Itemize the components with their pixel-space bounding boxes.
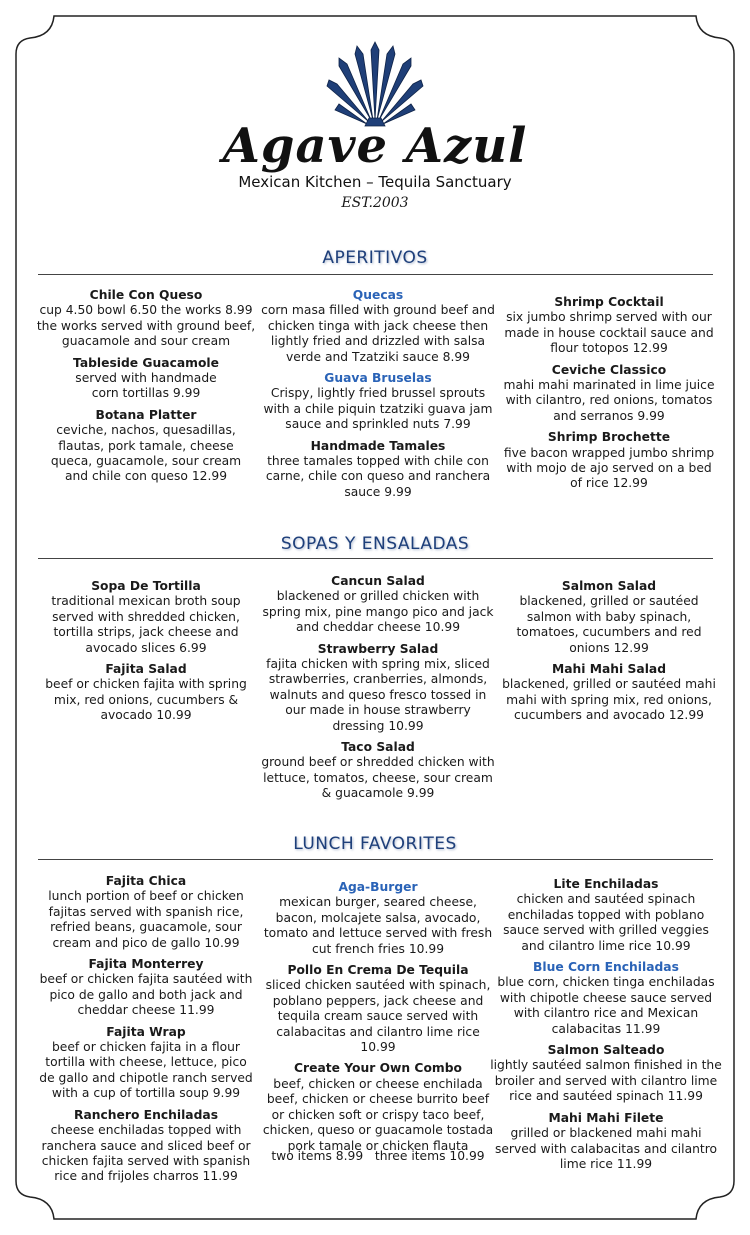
menu-item [36,288,256,350]
aperitivos-center-column [258,288,498,506]
item-name: Shrimp Cocktail [554,295,664,309]
section-divider [38,558,713,559]
item-name: Quecas [352,288,404,302]
item-name: Fajita Wrap [106,1024,186,1039]
established-year: EST.2003 [341,195,409,211]
item-description: blackened, grilled or sautéed salmon with baby spinach, tomatoes, cucumbers and red onions 12.99 [516,594,702,655]
lunch-center-column [262,880,494,1160]
aperitivos-right-column [500,295,718,498]
agave-plant-icon [325,40,425,130]
item-description: beef or chicken fajita sautéed with pico de gallo and both jack and cheddar cheese 11.99 [39,972,253,1018]
item-name: Fajita Monterrey [88,957,204,972]
item-name: Salmon Salad [561,579,657,593]
menu-item [36,408,256,485]
menu-item [258,371,498,433]
item-name: Sopa De Tortilla [91,579,201,593]
menu-item [36,874,256,951]
menu-item [36,1025,256,1102]
menu-item [36,579,256,656]
menu-item [36,356,256,402]
item-name: Tableside Guacamole [73,355,219,370]
menu-item [500,363,718,425]
item-name: Shrimp Brochette [547,430,671,445]
item-name: Cancun Salad [331,574,425,588]
item-description: cup 4.50 bowl 6.50 the works 8.99 the works served with ground beef, guacamole and sour cream [36,303,256,349]
item-description: chicken and sautéed spinach enchiladas topped with poblano sauce served with grilled veggies and cilantro lime rice 10.99 [503,892,709,953]
item-description: lunch portion of beef or chicken fajitas served with spanish rice, refried beans, guacamole, sour cream and pico de gallo 10.99 [48,889,244,950]
item-name: Pollo En Crema De Tequila [287,963,469,978]
item-description: beef, chicken or cheese enchilada beef, chicken or cheese burrito beef or chicken soft or crispy taco beef, chicken, queso or guacamole tostada pork tamale or chicken flauta [262,1076,494,1153]
menu-item [258,740,498,802]
item-name: Botana Platter [95,407,197,422]
item-description: beef or chicken fajita in a flour tortilla with cheese, lettuce, pico de gallo and chipotle ranch served with a cup of tortilla soup 9.99 [39,1040,253,1101]
item-name: Ceviche Classico [551,362,667,377]
item-description: traditional mexican broth soup served with shredded chicken, tortilla strips, jack cheese and avocado slices 6.99 [51,594,241,655]
menu-item [500,295,718,357]
item-description: five bacon wrapped jumbo shrimp with mojo de ajo served on a bed of rice 12.99 [503,445,715,491]
item-description: Crispy, lightly fried brussel sprouts with a chile piquin tzatziki guava jam sauce and sprinkled nuts 7.99 [263,386,493,432]
menu-item [258,642,498,734]
menu-item [490,877,722,954]
menu-item [258,574,498,636]
section-title-aperitivos: APERITIVOS [322,248,428,268]
item-description: lightly sautéed salmon finished in the broiler and served with cilantro lime rice and sautéed spinach 11.99 [490,1058,722,1104]
menu-item [36,662,256,724]
sopas-center-column [258,574,498,808]
menu-item [262,1061,494,1153]
sopas-left-column [36,579,256,730]
item-name: Mahi Mahi Salad [551,662,667,677]
item-description: fajita chicken with spring mix, sliced strawberries, cranberries, almonds, walnuts and queso fresco tossed in our made in house strawberry dressing 10.99 [266,657,490,733]
aperitivos-left-column [36,288,256,491]
item-name: Ranchero Enchiladas [73,1107,219,1122]
item-name: Fajita Salad [105,662,187,677]
item-name: Lite Enchiladas [553,877,659,891]
item-name: Aga-Burger [338,880,418,894]
menu-item [490,1043,722,1105]
section-title-sopas: SOPAS Y ENSALADAS [280,534,470,554]
item-name: Taco Salad [341,740,415,755]
item-description: mahi mahi marinated in lime juice with cilantro, red onions, tomatos and serranos 9.99 [503,378,715,423]
lunch-left-column [36,874,256,1191]
restaurant-tagline: Mexican Kitchen – Tequila Sanctuary [238,173,512,191]
item-description: corn masa filled with ground beef and chicken tinga with jack cheese then lightly fried and drizzled with salsa verde and Tzatziki sauce 8.99 [261,303,495,364]
item-description: blackened, grilled or sautéed mahi mahi with spring mix, red onions, cucumbers and avocado 12.99 [502,677,716,723]
item-description: beef or chicken fajita with spring mix, red onions, cucumbers & avocado 10.99 [45,677,247,723]
section-title-lunch: LUNCH FAVORITES [293,834,457,854]
item-name: Fajita Chica [105,874,187,888]
restaurant-name: Agave Azul [222,118,528,174]
menu-item [500,430,718,492]
menu-item [262,880,494,957]
item-description: ground beef or shredded chicken with lettuce, tomatos, cheese, sour cream & guacamole 9.99 [261,755,495,801]
item-description: sliced chicken sautéed with spinach, poblano peppers, jack cheese and tequila cream sauce served with calabacitas and cilantro lime rice 10.99 [265,978,491,1055]
menu-item [36,957,256,1019]
menu-item [500,662,718,724]
menu-item [258,439,498,501]
item-description: six jumbo shrimp served with our made in house cocktail sauce and flour totopos 12.99 [504,310,714,356]
item-description: three tamales topped with chile con carne, chile con queso and ranchera sauce 9.99 [265,454,491,499]
item-name: Guava Bruselas [324,371,432,386]
item-description: blue corn, chicken tinga enchiladas with chipotle cheese sauce served with cilantro rice and Mexican calabacitas 11.99 [497,975,715,1036]
item-name: Create Your Own Combo [294,1061,462,1076]
menu-item [500,579,718,656]
section-divider [38,859,713,860]
item-name: Mahi Mahi Filete [548,1110,664,1125]
menu-item [262,963,494,1055]
item-description: cheese enchiladas topped with ranchera sauce and sliced beef or chicken fajita served with spanish rice and frijoles charros 11.99 [41,1123,251,1184]
item-description: grilled or blackened mahi mahi served with calabacitas and cilantro lime rice 11.99 [494,1126,718,1171]
item-name: Handmade Tamales [310,438,446,453]
menu-item [258,288,498,365]
item-name: Strawberry Salad [317,641,439,656]
item-description: mexican burger, seared cheese, bacon, molcajete salsa, avocado, tomato and lettuce served with fresh cut french fries 10.99 [263,895,493,956]
combo-prices: two items 8.99 three items 10.99 [271,1149,485,1163]
menu-item [490,960,722,1037]
menu-item [490,1111,722,1173]
section-divider [38,274,713,275]
item-name: Salmon Salteado [547,1043,665,1058]
menu-item [36,1108,256,1185]
lunch-right-column [490,877,722,1178]
item-name: Chile Con Queso [89,288,203,302]
sopas-right-column [500,579,718,730]
item-description: blackened or grilled chicken with spring mix, pine mango pico and jack and cheddar cheese 10.99 [262,589,494,635]
item-description: ceviche, nachos, quesadillas, flautas, pork tamale, cheese queca, guacamole, sour cream and chile con queso 12.99 [50,423,242,484]
item-name: Blue Corn Enchiladas [533,960,679,975]
item-description: served with handmade corn tortillas 9.99 [75,371,217,401]
